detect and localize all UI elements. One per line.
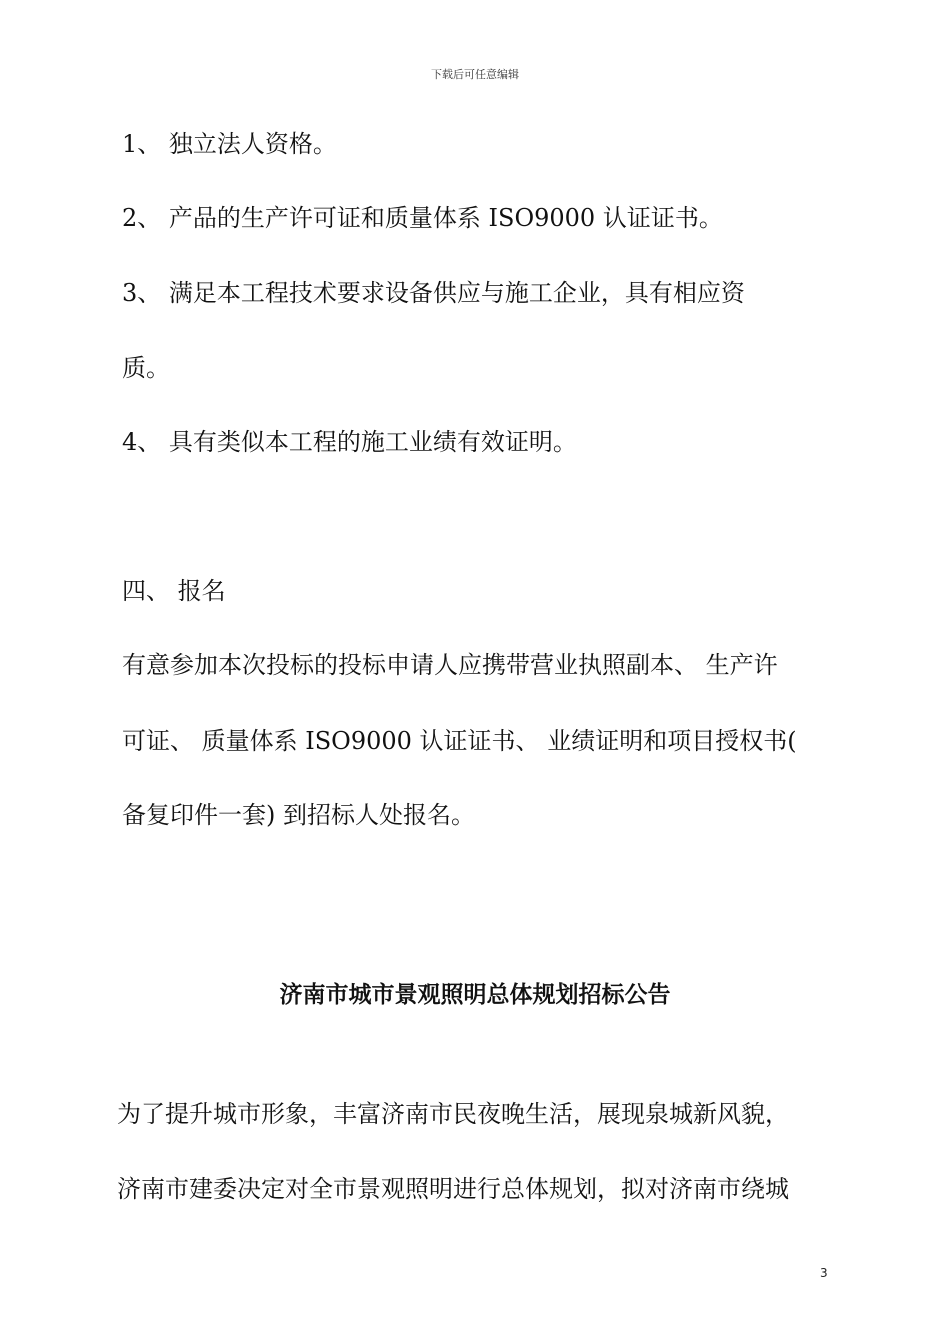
registration-paragraph-line-3: 备复印件一套) 到招标人处报名。 [122, 801, 475, 829]
announcement-paragraph-line-2: 济南市建委决定对全市景观照明进行总体规划，拟对济南市绕城 [117, 1175, 789, 1203]
section-heading-registration: 四、 报名 [122, 577, 226, 605]
qualification-item-1: 1、 独立法人资格。 [122, 130, 337, 158]
registration-paragraph-line-2: 可证、 质量体系 ISO9000 认证证书、 业绩证明和项目授权书( [122, 727, 797, 755]
announcement-paragraph-line-1: 为了提升城市形象，丰富济南市民夜晚生活，展现泉城新风貌， [117, 1100, 789, 1128]
qualification-item-3-continuation: 质。 [122, 354, 170, 382]
page-number: 3 [820, 1266, 828, 1280]
qualification-item-4: 4、 具有类似本工程的施工业绩有效证明。 [122, 428, 577, 456]
qualification-item-3: 3、 满足本工程技术要求设备供应与施工企业，具有相应资 [122, 279, 745, 307]
page-header: 下载后可任意编辑 [431, 68, 519, 81]
announcement-title: 济南市城市景观照明总体规划招标公告 [279, 982, 671, 1008]
qualification-item-2: 2、 产品的生产许可证和质量体系 ISO9000 认证证书。 [122, 204, 723, 232]
registration-paragraph-line-1: 有意参加本次投标的投标申请人应携带营业执照副本、 生产许 [122, 651, 778, 679]
